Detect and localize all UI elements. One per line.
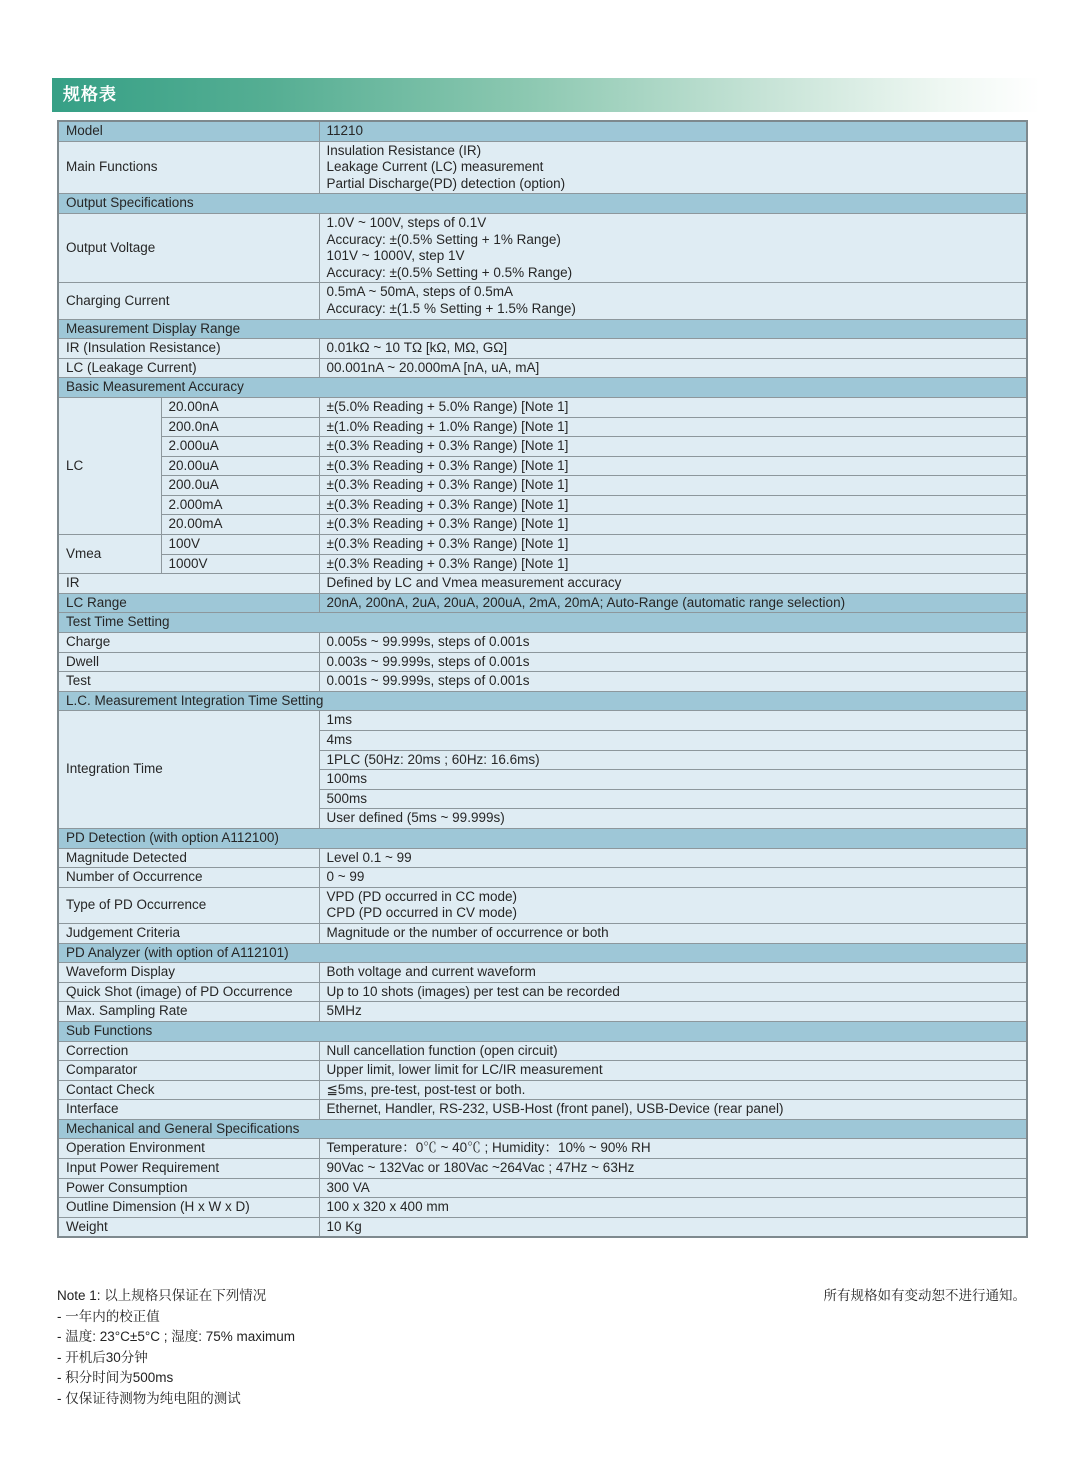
table-row <box>58 397 1027 417</box>
spec-label-cell: 200.0nA <box>161 417 319 437</box>
spec-value-cell: ≦5ms, pre-test, post-test or both. <box>319 1080 1027 1100</box>
spec-label-cell: Input Power Requirement <box>58 1159 319 1179</box>
spec-label-cell: Interface <box>58 1100 319 1120</box>
note-first-line <box>57 1286 1026 1307</box>
spec-label-cell: Comparator <box>58 1061 319 1081</box>
note-item: - 仅保证待测物为纯电阻的测试 <box>57 1390 241 1406</box>
spec-value-cell: 100ms <box>319 770 1027 790</box>
note1-label: Note 1: 以上规格只保证在下列情况 <box>57 1288 267 1303</box>
spec-label-cell: 20.00uA <box>161 456 319 476</box>
section-header-cell: Test Time Setting <box>58 613 1027 633</box>
table-row <box>58 963 1027 983</box>
spec-value-cell: ±(1.0% Reading + 1.0% Range) [Note 1] <box>319 417 1027 437</box>
section-header-cell: Output Specifications <box>58 194 1027 214</box>
table-row <box>58 652 1027 672</box>
table-row <box>58 868 1027 888</box>
table-row <box>58 1178 1027 1198</box>
spec-label-cell: 20.00mA <box>161 515 319 535</box>
spec-label-cell: Main Functions <box>58 141 319 194</box>
table-row <box>58 535 1027 555</box>
value-line: 101V ~ 1000V, step 1V <box>326 248 465 264</box>
spec-label-cell: Test <box>58 672 319 692</box>
table-row <box>58 1080 1027 1100</box>
spec-label-cell: LC <box>58 397 161 534</box>
spec-label-cell: Waveform Display <box>58 963 319 983</box>
spec-label-cell: 100V <box>161 535 319 555</box>
spec-value-cell: Null cancellation function (open circuit) <box>319 1041 1027 1061</box>
table-row <box>58 358 1027 378</box>
spec-label-cell: Max. Sampling Rate <box>58 1002 319 1022</box>
table-row <box>58 1100 1027 1120</box>
table-row <box>58 1061 1027 1081</box>
note-item: - 积分时间为500ms <box>57 1370 174 1385</box>
spec-value-cell <box>319 283 1027 319</box>
value-line: Leakage Current (LC) measurement <box>326 159 544 175</box>
spec-value-cell: 00.001nA ~ 20.000mA [nA, uA, mA] <box>319 358 1027 378</box>
note-item: - 温度: 23°C±5°C ; 湿度: 75% maximum <box>57 1329 296 1344</box>
spec-label-cell: 2.000mA <box>161 495 319 515</box>
table-row <box>58 213 1027 282</box>
table-row <box>58 515 1027 535</box>
spec-label-cell: Weight <box>58 1217 319 1237</box>
spec-value-cell: Both voltage and current waveform <box>319 963 1027 983</box>
section-row <box>58 1119 1027 1139</box>
spec-value-cell: ±(0.3% Reading + 0.3% Range) [Note 1] <box>319 515 1027 535</box>
spec-label-cell: IR <box>58 574 319 594</box>
table-row <box>58 141 1027 194</box>
spec-value-cell: Upper limit, lower limit for LC/IR measurement <box>319 1061 1027 1081</box>
section-header-cell: PD Analyzer (with option of A112101) <box>58 943 1027 963</box>
spec-value-cell: 0.003s ~ 99.999s, steps of 0.001s <box>319 652 1027 672</box>
section-header-cell: Mechanical and General Specifications <box>58 1119 1027 1139</box>
spec-value-cell: 0 ~ 99 <box>319 868 1027 888</box>
spec-value-cell: ±(0.3% Reading + 0.3% Range) [Note 1] <box>319 476 1027 496</box>
spec-label-cell: Vmea <box>58 535 161 574</box>
spec-label-cell: 20.00nA <box>161 397 319 417</box>
table-row <box>58 633 1027 653</box>
spec-label-cell: Power Consumption <box>58 1178 319 1198</box>
table-row <box>58 574 1027 594</box>
spec-label-cell: Type of PD Occurrence <box>58 887 319 923</box>
spec-value-cell: Up to 10 shots (images) per test can be recorded <box>319 982 1027 1002</box>
spec-value-cell: Level 0.1 ~ 99 <box>319 848 1027 868</box>
table-row <box>58 982 1027 1002</box>
section-row <box>58 613 1027 633</box>
table-row <box>58 923 1027 943</box>
spec-value-cell: Defined by LC and Vmea measurement accuracy <box>319 574 1027 594</box>
table-row <box>58 1217 1027 1237</box>
spec-value-cell: 10 Kg <box>319 1217 1027 1237</box>
spec-label-cell: IR (Insulation Resistance) <box>58 339 319 359</box>
section-header-cell: PD Detection (with option A112100) <box>58 828 1027 848</box>
table-row <box>58 672 1027 692</box>
spec-value-cell: 5MHz <box>319 1002 1027 1022</box>
spec-value-cell <box>319 213 1027 282</box>
section-row <box>58 828 1027 848</box>
table-row <box>58 1159 1027 1179</box>
note-items <box>57 1307 1026 1410</box>
spec-label-cell: Charging Current <box>58 283 319 319</box>
spec-value-cell: ±(0.3% Reading + 0.3% Range) [Note 1] <box>319 437 1027 457</box>
spec-label-cell: Output Voltage <box>58 213 319 282</box>
table-row <box>58 593 1027 613</box>
section-header-cell: Sub Functions <box>58 1021 1027 1041</box>
spec-value-cell: ±(0.3% Reading + 0.3% Range) [Note 1] <box>319 554 1027 574</box>
table-row <box>58 417 1027 437</box>
spec-value-cell: 11210 <box>319 121 1027 141</box>
section-row <box>58 1021 1027 1041</box>
notes-block <box>57 1286 1026 1409</box>
spec-label-cell: Correction <box>58 1041 319 1061</box>
spec-label-cell: LC (Leakage Current) <box>58 358 319 378</box>
spec-label-cell: Quick Shot (image) of PD Occurrence <box>58 982 319 1002</box>
section-row <box>58 943 1027 963</box>
spec-label-cell: 2.000uA <box>161 437 319 457</box>
section-row <box>58 378 1027 398</box>
table-row <box>58 476 1027 496</box>
value-line: Insulation Resistance (IR) <box>326 142 482 158</box>
spec-value-cell: 1PLC (50Hz: 20ms ; 60Hz: 16.6ms) <box>319 750 1027 770</box>
table-row <box>58 887 1027 923</box>
disclaimer-text: 所有规格如有变动恕不进行通知。 <box>823 1288 1026 1303</box>
table-row <box>58 456 1027 476</box>
spec-value-cell: User defined (5ms ~ 99.999s) <box>319 809 1027 829</box>
spec-value-cell: 0.005s ~ 99.999s, steps of 0.001s <box>319 633 1027 653</box>
spec-label-cell: Dwell <box>58 652 319 672</box>
section-row <box>58 691 1027 711</box>
spec-value-cell: 4ms <box>319 731 1027 751</box>
table-row <box>58 339 1027 359</box>
spec-value-cell: 0.01kΩ ~ 10 TΩ [kΩ, MΩ, GΩ] <box>319 339 1027 359</box>
note-item: - 一年内的校正值 <box>57 1308 160 1324</box>
spec-value-cell: Ethernet, Handler, RS-232, USB-Host (front panel), USB-Device (rear panel) <box>319 1100 1027 1120</box>
spec-label-cell: Outline Dimension (H x W x D) <box>58 1198 319 1218</box>
spec-value-cell: 90Vac ~ 132Vac or 180Vac ~264Vac ; 47Hz ~ 63Hz <box>319 1159 1027 1179</box>
table-row <box>58 711 1027 731</box>
value-line: Accuracy: ±(0.5% Setting + 1% Range) <box>326 231 561 247</box>
spec-label-cell: Magnitude Detected <box>58 848 319 868</box>
spec-label-cell: Judgement Criteria <box>58 923 319 943</box>
spec-value-cell: ±(5.0% Reading + 5.0% Range) [Note 1] <box>319 397 1027 417</box>
table-row <box>58 283 1027 319</box>
spec-label-cell: Contact Check <box>58 1080 319 1100</box>
section-row <box>58 194 1027 214</box>
page-title: 规格表 <box>52 78 1040 112</box>
spec-value-cell: 20nA, 200nA, 2uA, 20uA, 200uA, 2mA, 20mA; Auto-Range (automatic range selection) <box>319 593 1027 613</box>
spec-label-cell: Charge <box>58 633 319 653</box>
value-line: Accuracy: ±(0.5% Setting + 0.5% Range) <box>326 264 573 280</box>
spec-value-cell: 1ms <box>319 711 1027 731</box>
table-row <box>58 1041 1027 1061</box>
table-row <box>58 1002 1027 1022</box>
spec-label-cell: Operation Environment <box>58 1139 319 1159</box>
section-header-cell: Measurement Display Range <box>58 319 1027 339</box>
spec-label-cell: LC Range <box>58 593 319 613</box>
table-row <box>58 437 1027 457</box>
value-line: VPD (PD occurred in CC mode) <box>326 888 518 904</box>
spec-value-cell: 0.001s ~ 99.999s, steps of 0.001s <box>319 672 1027 692</box>
table-row <box>58 1139 1027 1159</box>
note-item: - 开机后30分钟 <box>57 1349 148 1365</box>
spec-table-body <box>58 121 1027 1237</box>
spec-value-cell: ±(0.3% Reading + 0.3% Range) [Note 1] <box>319 535 1027 555</box>
spec-label-cell: Model <box>58 121 319 141</box>
value-line: CPD (PD occurred in CV mode) <box>326 905 518 921</box>
spec-table <box>57 120 1028 1238</box>
spec-value-cell: ±(0.3% Reading + 0.3% Range) [Note 1] <box>319 456 1027 476</box>
spec-value-cell <box>319 887 1027 923</box>
spec-value-cell: 100 x 320 x 400 mm <box>319 1198 1027 1218</box>
value-line: 1.0V ~ 100V, steps of 0.1V <box>326 214 487 230</box>
spec-value-cell: 500ms <box>319 789 1027 809</box>
section-header-cell: L.C. Measurement Integration Time Setting <box>58 691 1027 711</box>
table-row <box>58 554 1027 574</box>
spec-value-cell <box>319 141 1027 194</box>
value-line: Accuracy: ±(1.5 % Setting + 1.5% Range) <box>326 300 576 316</box>
spec-label-cell: 200.0uA <box>161 476 319 496</box>
spec-value-cell: 300 VA <box>319 1178 1027 1198</box>
value-line: Partial Discharge(PD) detection (option) <box>326 175 566 191</box>
section-row <box>58 319 1027 339</box>
spec-value-cell: ±(0.3% Reading + 0.3% Range) [Note 1] <box>319 495 1027 515</box>
value-line: 0.5mA ~ 50mA, steps of 0.5mA <box>326 284 513 300</box>
spec-value-cell: Temperature：0℃ ~ 40℃ ; Humidity：10% ~ 90% RH <box>319 1139 1027 1159</box>
spec-label-cell: Number of Occurrence <box>58 868 319 888</box>
spec-label-cell: 1000V <box>161 554 319 574</box>
spec-label-cell: Integration Time <box>58 711 319 829</box>
table-row <box>58 848 1027 868</box>
table-row <box>58 121 1027 141</box>
section-header-cell: Basic Measurement Accuracy <box>58 378 1027 398</box>
table-row <box>58 495 1027 515</box>
table-row <box>58 1198 1027 1218</box>
spec-value-cell: Magnitude or the number of occurrence or both <box>319 923 1027 943</box>
